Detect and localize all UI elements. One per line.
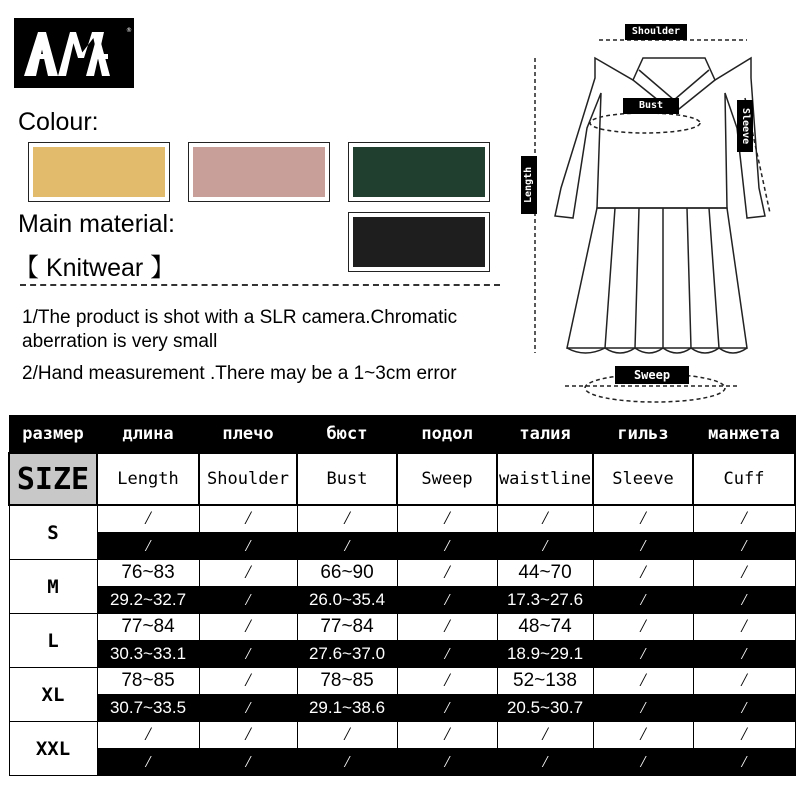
size-row-cm [9, 505, 795, 533]
inch-value: / [199, 533, 297, 560]
sleeve-tag: Sleeve [737, 100, 753, 152]
inch-value: / [397, 641, 497, 668]
inch-value: / [593, 641, 693, 668]
cm-value: 66~90 [297, 560, 397, 587]
ru-header-bust: бюст [297, 416, 397, 454]
size-label: XXL [9, 722, 97, 776]
size-row-inch [9, 749, 795, 776]
cm-value: / [497, 505, 593, 533]
cm-value: / [297, 505, 397, 533]
inch-value: / [397, 533, 497, 560]
inch-value: / [199, 749, 297, 776]
en-header-length: Length [97, 453, 199, 505]
size-chart-table [8, 415, 796, 776]
russian-header-row [9, 416, 795, 454]
inch-value: / [397, 695, 497, 722]
cm-value: / [693, 505, 795, 533]
note-line-2: aberration is very small [22, 331, 218, 352]
cm-value: / [397, 505, 497, 533]
ru-header-shoulder: плечо [199, 416, 297, 454]
cm-value: / [593, 668, 693, 695]
inch-value: / [693, 695, 795, 722]
cm-value: / [397, 668, 497, 695]
size-row-inch [9, 695, 795, 722]
note-line-3: 2/Hand measurement .There may be a 1~3cm error [22, 363, 457, 384]
inch-value: / [593, 749, 693, 776]
inch-value: / [497, 533, 593, 560]
cm-value: / [97, 505, 199, 533]
cm-value: / [693, 560, 795, 587]
cm-value: / [397, 722, 497, 749]
ru-header-size: размер [9, 416, 97, 454]
en-header-sleeve: Sleeve [593, 453, 693, 505]
en-header-waist: waistline [497, 453, 593, 505]
cm-value: / [199, 505, 297, 533]
size-rows [9, 505, 795, 776]
material-label: Main material: [18, 210, 175, 238]
inch-value: 30.3~33.1 [97, 641, 199, 668]
swatch-color [33, 147, 165, 197]
en-header-bust: Bust [297, 453, 397, 505]
en-header-cuff: Cuff [693, 453, 795, 505]
inch-value: / [297, 749, 397, 776]
cm-value: / [97, 722, 199, 749]
swatch-color [193, 147, 325, 197]
ru-header-sweep: подол [397, 416, 497, 454]
size-row-cm [9, 614, 795, 641]
size-label: XL [9, 668, 97, 722]
cm-value: / [593, 614, 693, 641]
cm-value: 48~74 [497, 614, 593, 641]
inch-value: / [693, 587, 795, 614]
material-value: 【 Knitwear 】 [14, 254, 176, 282]
en-header-shoulder: Shoulder [199, 453, 297, 505]
size-label: M [9, 560, 97, 614]
cm-value: 76~83 [97, 560, 199, 587]
length-tag: Length [521, 156, 537, 214]
inch-value: / [97, 533, 199, 560]
ru-header-cuff: манжета [693, 416, 795, 454]
cm-value: 78~85 [297, 668, 397, 695]
dress-sketch [515, 18, 795, 418]
inch-value: / [97, 749, 199, 776]
cm-value: / [593, 505, 693, 533]
swatch-green[interactable] [348, 142, 490, 202]
inch-value: / [593, 533, 693, 560]
swatch-color [353, 217, 485, 267]
inch-value: 29.1~38.6 [297, 695, 397, 722]
english-header-row [9, 453, 795, 505]
cm-value: 52~138 [497, 668, 593, 695]
shoulder-tag: Shoulder [625, 24, 687, 40]
cm-value: / [199, 722, 297, 749]
inch-value: / [693, 749, 795, 776]
cm-value: / [593, 722, 693, 749]
cm-value: / [397, 614, 497, 641]
ru-header-length: длина [97, 416, 199, 454]
swatch-pink[interactable] [188, 142, 330, 202]
cm-value: / [593, 560, 693, 587]
cm-value: 78~85 [97, 668, 199, 695]
sweep-tag: Sweep [615, 366, 689, 384]
size-row-inch [9, 587, 795, 614]
inch-value: / [693, 641, 795, 668]
inch-value: / [397, 587, 497, 614]
en-header-sweep: Sweep [397, 453, 497, 505]
cm-value: / [199, 614, 297, 641]
cm-value: / [397, 560, 497, 587]
swatch-yellow[interactable] [28, 142, 170, 202]
measurement-diagram [515, 18, 795, 418]
inch-value: / [593, 695, 693, 722]
cm-value: 77~84 [97, 614, 199, 641]
inch-value: 18.9~29.1 [497, 641, 593, 668]
inch-value: 17.3~27.6 [497, 587, 593, 614]
cm-value: / [199, 668, 297, 695]
inch-value: 27.6~37.0 [297, 641, 397, 668]
cm-value: / [297, 722, 397, 749]
ru-header-sleeve: гильз [593, 416, 693, 454]
colour-label: Colour: [18, 108, 99, 136]
cm-value: / [199, 560, 297, 587]
inch-value: / [199, 641, 297, 668]
size-label: S [9, 505, 97, 560]
size-row-cm [9, 560, 795, 587]
size-row-cm [9, 668, 795, 695]
inch-value: 29.2~32.7 [97, 587, 199, 614]
inch-value: 30.7~33.5 [97, 695, 199, 722]
divider [20, 284, 500, 286]
swatch-black[interactable] [348, 212, 490, 272]
cm-value: 44~70 [497, 560, 593, 587]
inch-value: 26.0~35.4 [297, 587, 397, 614]
svg-text:®: ® [126, 27, 132, 34]
cm-value: / [497, 722, 593, 749]
size-row-inch [9, 641, 795, 668]
inch-value: / [199, 587, 297, 614]
swatch-color [353, 147, 485, 197]
ru-header-waist: талия [497, 416, 593, 454]
size-label: L [9, 614, 97, 668]
cm-value: 77~84 [297, 614, 397, 641]
inch-value: / [593, 587, 693, 614]
note-line-1: 1/The product is shot with a SLR camera.Chromatic [22, 307, 458, 328]
bust-tag: Bust [623, 98, 679, 114]
size-row-inch [9, 533, 795, 560]
cm-value: / [693, 668, 795, 695]
size-row-cm [9, 722, 795, 749]
inch-value: / [199, 695, 297, 722]
inch-value: 20.5~30.7 [497, 695, 593, 722]
inch-value: / [497, 749, 593, 776]
inch-value: / [693, 533, 795, 560]
brand-logo [14, 18, 134, 88]
cm-value: / [693, 614, 795, 641]
en-header-size: SIZE [9, 453, 97, 505]
inch-value: / [397, 749, 497, 776]
inch-value: / [297, 533, 397, 560]
cm-value: / [693, 722, 795, 749]
